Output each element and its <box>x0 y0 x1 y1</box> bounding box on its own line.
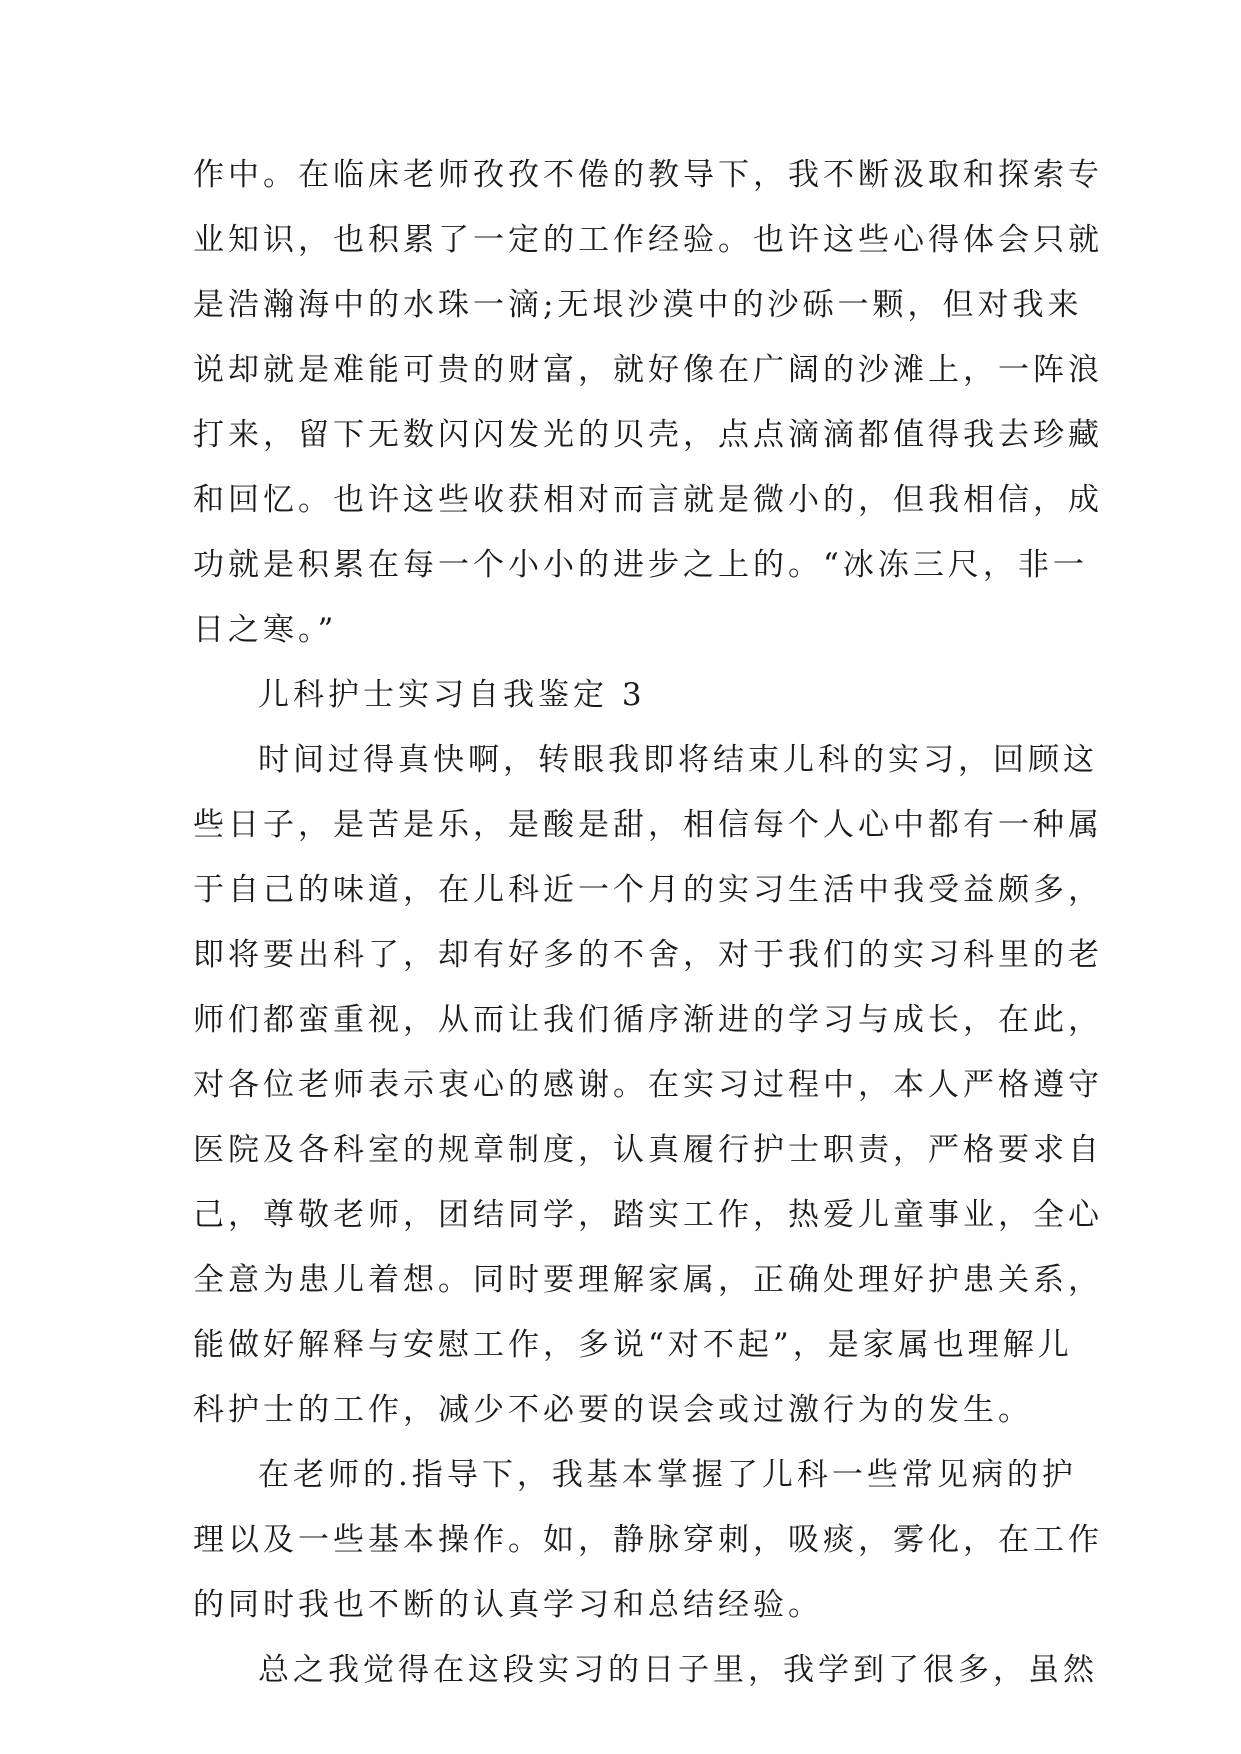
paragraph-summary <box>193 1638 1098 1703</box>
text-line: 医院及各科室的规章制度，认真履行护士职责，严格要求自 <box>193 1132 1103 1168</box>
text-line: 总之我觉得在这段实习的日子里，我学到了很多，虽然 <box>258 1652 1098 1688</box>
text-line: 功就是积累在每一个小小的进步之上的。“冰冻三尺，非一 <box>193 547 1088 583</box>
text-line: 即将要出科了，却有好多的不舍，对于我们的实习科里的老 <box>193 937 1103 973</box>
document-body <box>193 143 1103 1703</box>
text-line: 些日子，是苦是乐，是酸是甜，相信每个人心中都有一种属 <box>193 807 1103 843</box>
paragraph-intro <box>193 728 1103 1443</box>
text-line: 是浩瀚海中的水珠一滴;无垠沙漠中的沙砾一颗，但对我来 <box>193 287 1083 323</box>
text-line: 理以及一些基本操作。如，静脉穿刺，吸痰，雾化，在工作 <box>193 1522 1103 1558</box>
section-title: 儿科护士实习自我鉴定 3 <box>258 677 646 713</box>
text-line: 作中。在临床老师孜孜不倦的教导下，我不断汲取和探索专 <box>193 157 1103 193</box>
text-line: 对各位老师表示衷心的感谢。在实习过程中，本人严格遵守 <box>193 1067 1103 1103</box>
text-line: 能做好解释与安慰工作，多说“对不起”，是家属也理解儿 <box>193 1327 1073 1363</box>
text-line: 打来，留下无数闪闪发光的贝壳，点点滴滴都值得我去珍藏 <box>193 417 1103 453</box>
text-line: 业知识，也积累了一定的工作经验。也许这些心得体会只就 <box>193 222 1103 258</box>
text-line: 科护士的工作，减少不必要的误会或过激行为的发生。 <box>193 1392 1033 1428</box>
paragraph-skills <box>193 1443 1103 1638</box>
text-line: 的同时我也不断的认真学习和总结经验。 <box>193 1587 823 1623</box>
text-line: 全意为患儿着想。同时要理解家属，正确处理好护患关系， <box>193 1262 1103 1298</box>
paragraph-continuation <box>193 143 1103 663</box>
text-line: 和回忆。也许这些收获相对而言就是微小的，但我相信，成 <box>193 482 1103 518</box>
text-line: 说却就是难能可贵的财富，就好像在广阔的沙滩上，一阵浪 <box>193 352 1103 388</box>
text-line: 时间过得真快啊，转眼我即将结束儿科的实习，回顾这 <box>258 742 1098 778</box>
text-line: 日之寒。” <box>193 612 338 648</box>
text-line: 己，尊敬老师，团结同学，踏实工作，热爱儿童事业，全心 <box>193 1197 1103 1233</box>
text-line: 在老师的.指导下，我基本掌握了儿科一些常见病的护 <box>258 1457 1077 1493</box>
text-line: 师们都蛮重视，从而让我们循序渐进的学习与成长，在此， <box>193 1002 1103 1038</box>
text-line: 于自己的味道，在儿科近一个月的实习生活中我受益颇多， <box>193 872 1103 908</box>
